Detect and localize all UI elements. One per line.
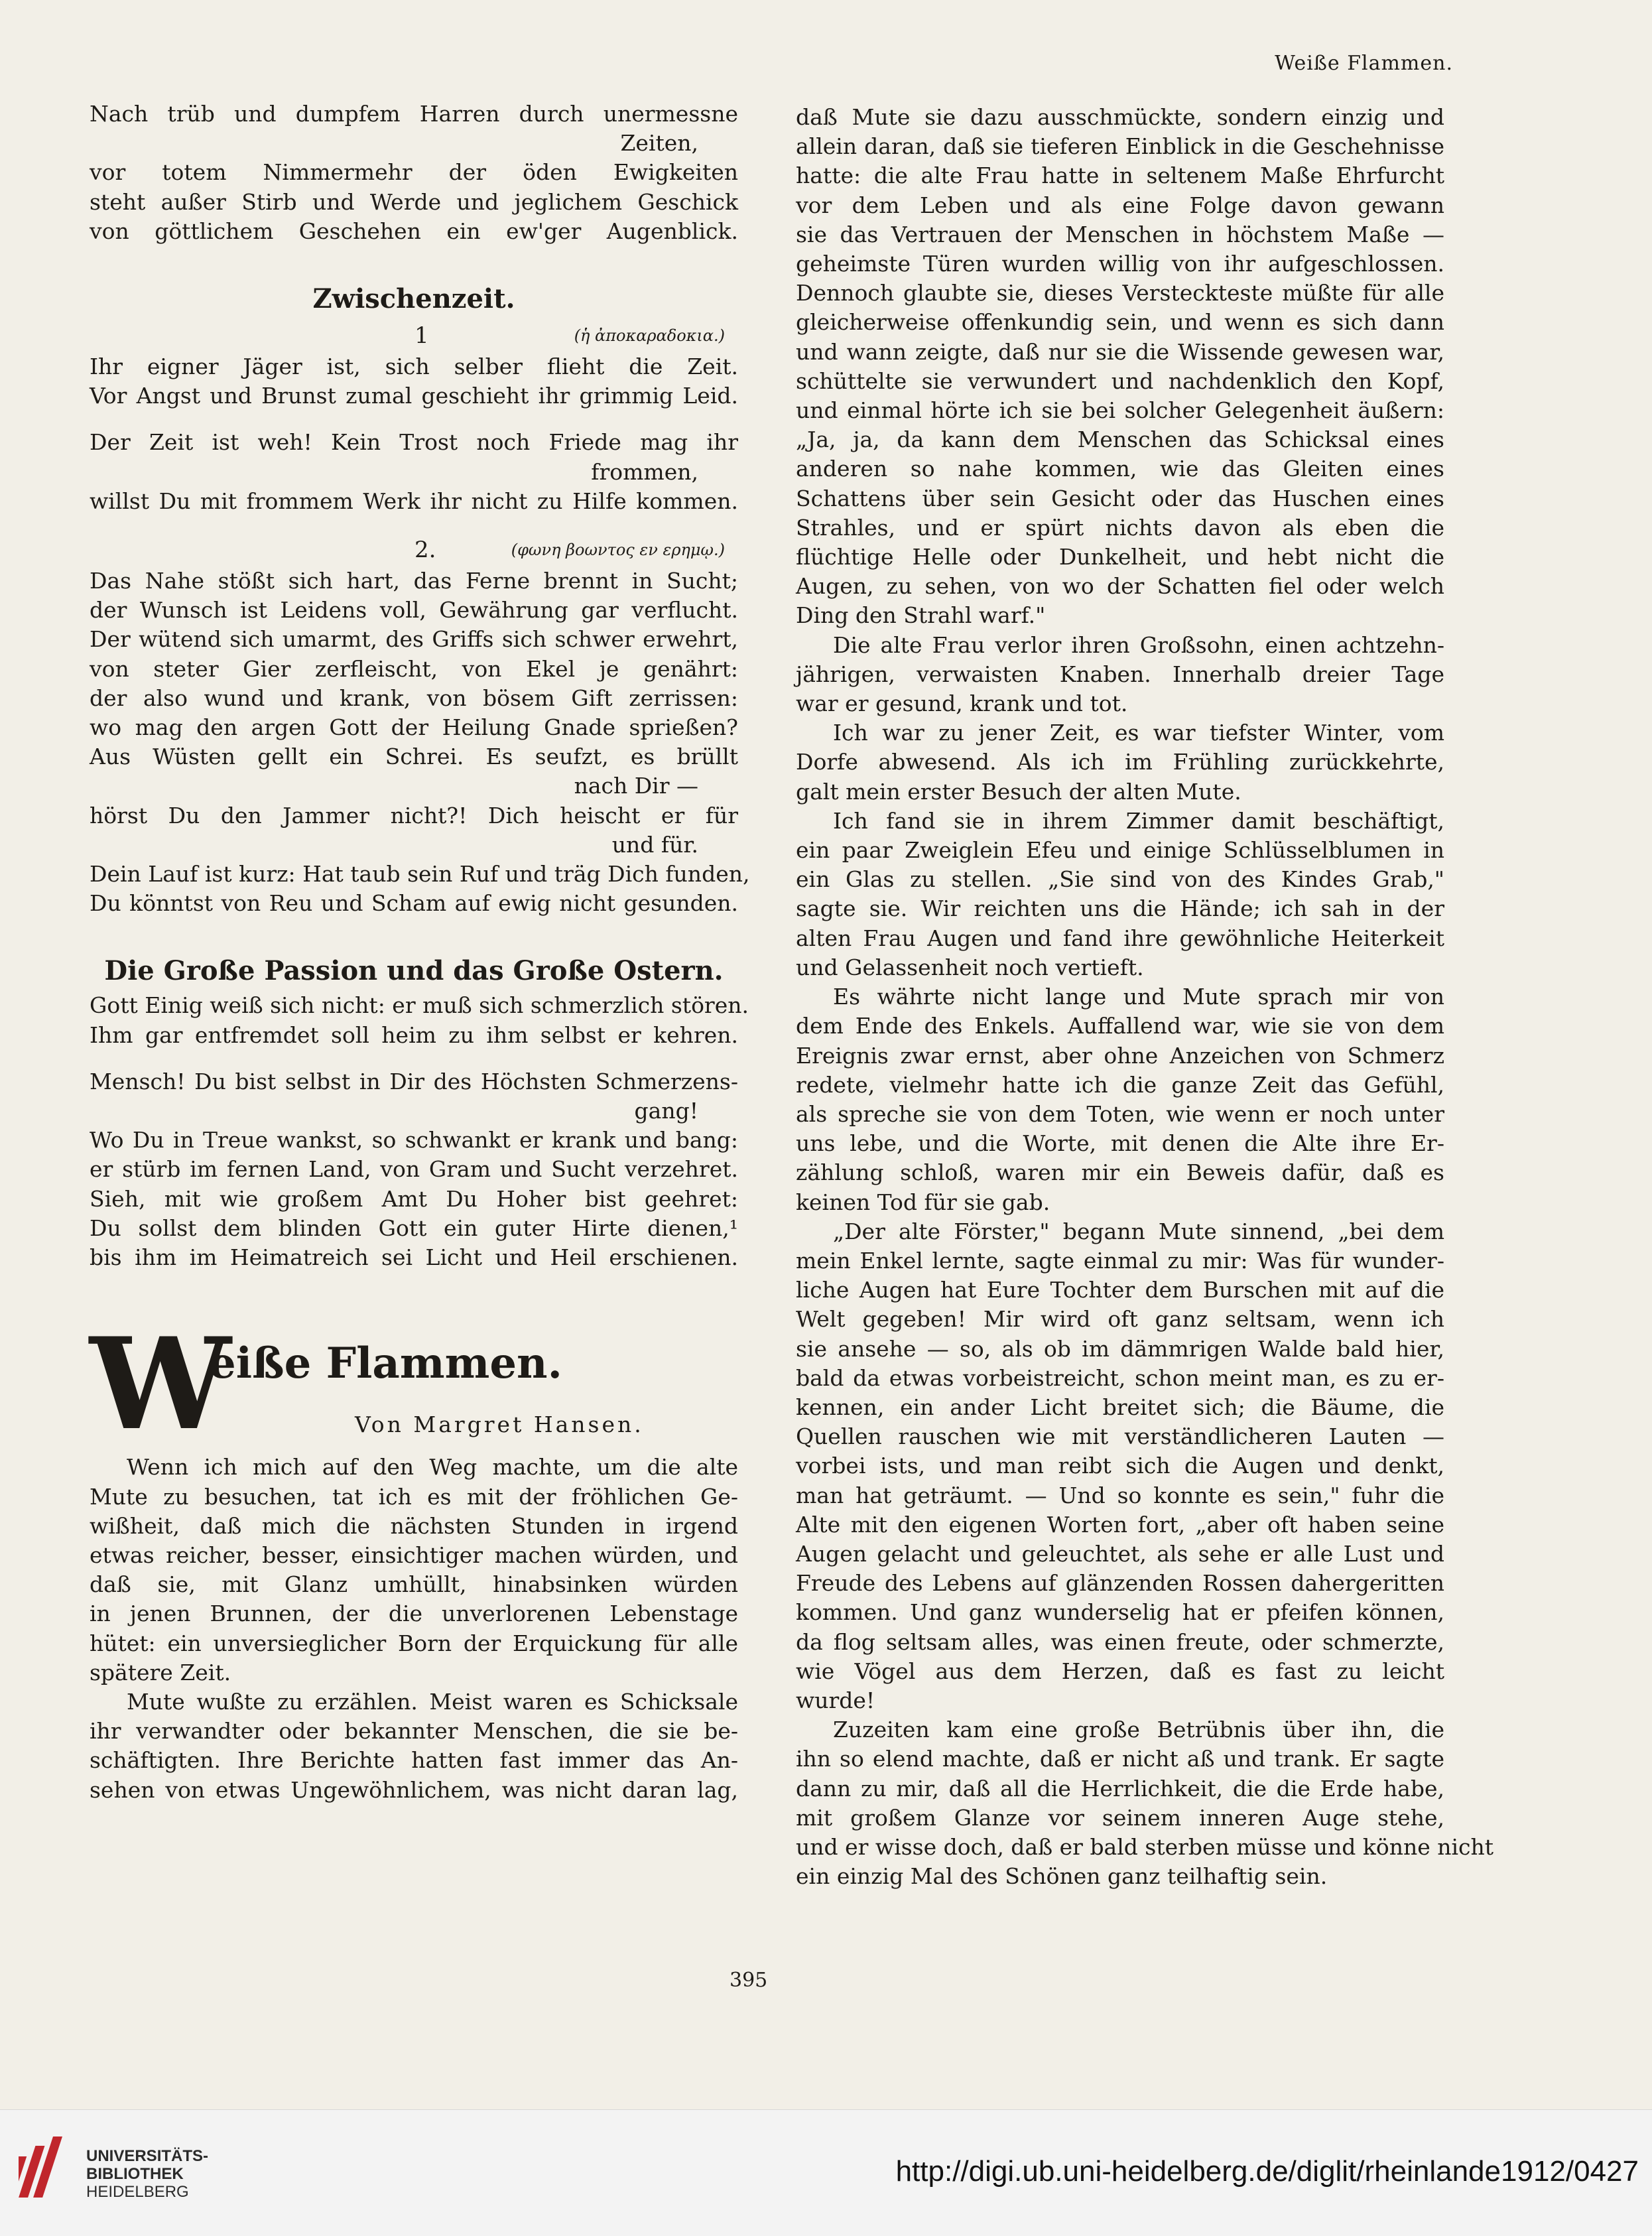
text-line: Ding den Strahl warf."	[796, 602, 1046, 629]
poem-line: hörst Du den Jammer nicht?! Dich heischt er für	[90, 802, 738, 828]
text-line: kommen. Und ganz wunderselig hat er pfeifen können,	[796, 1599, 1444, 1626]
part-2-header	[90, 533, 738, 566]
story-title-block	[90, 1310, 738, 1459]
poem-line: der also wund und krank, von bösem Gift zerrissen:	[90, 685, 738, 711]
text-line: da flog seltsam alles, was einen freute, oder schmerzte,	[796, 1628, 1444, 1655]
story-byline: Von Margret Hansen.	[355, 1412, 644, 1438]
paragraph-4	[796, 807, 1444, 982]
poem-line: willst Du mit frommem Werk ihr nicht zu Hilfe kommen.	[90, 488, 738, 514]
library-name-line: BIBLIOTHEK	[86, 2165, 184, 2183]
poem-line: Der Zeit ist weh! Kein Trost noch Friede mag ihr	[90, 429, 738, 456]
text-line: und er wisse doch, daß er bald sterben müsse und könne nicht	[796, 1833, 1494, 1860]
text-line: liche Augen hat Eure Tochter dem Burschen mit auf die	[796, 1277, 1444, 1303]
poem-line: gang!	[634, 1098, 698, 1124]
text-line: Quellen rauschen wie mit verständlicheren Lauten —	[796, 1423, 1444, 1450]
title-dropcap: W	[90, 1310, 231, 1459]
text-line: als spreche sie von dem Toten, wie wenn er noch unter	[796, 1100, 1444, 1127]
text-line: jährigen, verwaisten Knaben. Innerhalb dreier Tage	[796, 661, 1444, 687]
text-line: anderen so nahe kommen, wie das Gleiten eines	[796, 456, 1444, 482]
poem-line: der Wunsch ist Leidens voll, Gewährung gar verflucht.	[90, 597, 738, 624]
text-line: sie das Vertrauen der Menschen in höchstem Maße —	[796, 221, 1444, 247]
text-line: uns lebe, und die Worte, mit denen die Alte ihre Er-	[796, 1130, 1444, 1157]
text-line: Die alte Frau verlor ihren Großsohn, einen achtzehn-	[833, 631, 1444, 658]
text-line: dann zu mir, daß all die Herrlichkeit, die die Erde habe,	[796, 1775, 1444, 1802]
page-number: 395	[730, 1969, 768, 1992]
paragraph-3	[796, 718, 1444, 807]
text-line: spätere Zeit.	[90, 1659, 231, 1685]
text-line: sagte sie. Wir reichten uns die Hände; ich sah in der	[796, 895, 1444, 922]
poem-line: von steter Gier zerfleischt, von Ekel je genährt:	[90, 655, 738, 682]
text-line: sie ansehe — so, als ob im dämmrigen Walde bald hier,	[796, 1335, 1444, 1362]
library-footer	[0, 2109, 1652, 2236]
paragraph-7	[796, 1715, 1494, 1891]
poem-line: vor totem Nimmermehr der öden Ewigkeiten	[90, 159, 738, 186]
text-line: keinen Tod für sie gab.	[796, 1189, 1050, 1215]
poem-line: Nach trüb und dumpfem Harren durch unermessne	[90, 101, 738, 127]
story-paragraph-1	[90, 1453, 738, 1687]
text-line: Welt gegeben! Mir wird oft ganz seltsam, wenn ich	[796, 1306, 1444, 1333]
text-line: mein Enkel lernte, sagte einmal zu mir: Was für wunder-	[796, 1247, 1444, 1274]
poem-line: wo mag den argen Gott der Heilung Gnade sprießen?	[90, 714, 738, 741]
paragraph-1	[796, 103, 1444, 631]
text-line: geheimste Türen wurden willig von ihr aufgeschlossen.	[796, 251, 1444, 277]
text-line: und Gelassenheit noch vertieft.	[796, 954, 1144, 980]
text-line: man hat geträumt. — Und so konnte es sein," fuhr die	[796, 1482, 1444, 1508]
poem-line: Sieh, mit wie großem Amt Du Hoher bist geehret:	[90, 1185, 738, 1212]
text-line: Mute wußte zu erzählen. Meist waren es Schicksale	[127, 1688, 738, 1715]
text-line: wißheit, daß mich die nächsten Stunden in irgend	[90, 1512, 738, 1539]
poem-line: und für.	[611, 831, 698, 858]
text-line: schäftigten. Ihre Berichte hatten fast immer das An-	[90, 1747, 738, 1774]
poem-line: steht außer Stirb und Werde und jeglichem Geschick	[90, 188, 738, 215]
poem-line: Wo Du in Treue wankst, so schwankt er krank und bang:	[90, 1127, 738, 1153]
poem-intro	[90, 99, 738, 246]
poem-line: Vor Angst und Brunst zumal geschieht ihr grimmig Leid.	[90, 383, 738, 409]
text-line: bald da etwas vorbeistreicht, schon meint man, es zu er-	[796, 1364, 1444, 1391]
text-line: Zuzeiten kam eine große Betrübnis über ihn, die	[833, 1717, 1444, 1743]
part-1-header	[90, 319, 738, 352]
text-line: Wenn ich mich auf den Weg machte, um die alte	[127, 1454, 738, 1480]
text-line: Es währte nicht lange und Mute sprach mir von	[833, 984, 1444, 1010]
section-heading-passion: Die Große Passion und das Große Ostern.	[104, 955, 724, 987]
right-column	[796, 103, 1494, 1891]
text-line: Freude des Lebens auf glänzenden Rossen dahergeritten	[796, 1570, 1444, 1597]
poem-line: Ihr eigner Jäger ist, sich selber flieht die Zeit.	[90, 354, 738, 380]
text-line: Strahles, und er spürt nichts davon als eben die	[796, 514, 1444, 541]
library-name	[86, 2147, 208, 2201]
text-line: schüttelte sie verwundert und nachdenklich den Kopf,	[796, 367, 1444, 394]
epigraph: (ἡ ἀποκαραδοκια.)	[574, 326, 725, 346]
poem-line: Aus Wüsten gellt ein Schrei. Es seufzt, es brüllt	[90, 744, 738, 770]
text-line: ihn so elend machte, daß er nicht aß und trank. Er sagte	[796, 1746, 1444, 1772]
poem-line: Ihm gar entfremdet soll heim zu ihm selbst er kehren.	[90, 1021, 738, 1048]
text-line: gleicherweise offenkundig sein, und wenn es sich dann	[796, 309, 1444, 336]
poem-line: Der wütend sich umarmt, des Griffs sich schwer erwehrt,	[90, 626, 738, 653]
poem-line: Mensch! Du bist selbst in Dir des Höchsten Schmerzens-	[90, 1068, 738, 1094]
poem-line: nach Dir —	[574, 773, 698, 799]
text-line: „Ja, ja, da kann dem Menschen das Schicksal eines	[796, 427, 1444, 453]
text-line: Augen, zu sehen, von wo der Schatten fiel oder welch	[796, 573, 1444, 600]
story-paragraph-2	[90, 1687, 738, 1805]
text-line: Ich war zu jener Zeit, es war tiefster Winter, vom	[833, 720, 1444, 746]
text-line: sehen von etwas Ungewöhnlichem, was nicht daran lag,	[90, 1776, 738, 1803]
paragraph-6	[796, 1217, 1444, 1715]
text-line: in jenen Brunnen, der die unverlorenen Lebenstage	[90, 1601, 738, 1627]
text-line: Ich fand sie in ihrem Zimmer damit beschäftigt,	[833, 807, 1444, 834]
text-line: daß Mute sie dazu ausschmückte, sondern einzig und	[796, 104, 1444, 130]
epigraph: (φωνη βοωντος εν ερημῳ.)	[511, 541, 725, 560]
left-column	[90, 99, 750, 1805]
text-line: ein Glas zu stellen. „Sie sind von des Kindes Grab,"	[796, 866, 1444, 893]
poem-line: Zeiten,	[620, 130, 698, 157]
text-line: hütet: ein unversieglicher Born der Erquickung für alle	[90, 1630, 738, 1656]
text-line: wie Vögel aus dem Herzen, daß es fast zu leicht	[796, 1658, 1444, 1684]
text-line: war er gesund, krank und tot.	[796, 691, 1128, 717]
text-line: dem Ende des Enkels. Auffallend war, wie sie von dem	[796, 1013, 1444, 1039]
text-line: ihr verwandter oder bekannter Menschen, die sie be-	[90, 1718, 738, 1744]
poem-line: Du könntst von Reu und Scham auf ewig nicht gesunden.	[90, 890, 738, 917]
text-line: Dennoch glaubte sie, dieses Versteckteste müßte für alle	[796, 280, 1444, 306]
text-line: „Der alte Förster," begann Mute sinnend, „bei dem	[833, 1218, 1444, 1244]
library-name-line: UNIVERSITÄTS-	[86, 2147, 209, 2165]
text-line: wurde!	[796, 1687, 875, 1713]
poem-line: Du sollst dem blinden Gott ein guter Hirte dienen,¹	[90, 1215, 738, 1241]
text-line: etwas reicher, besser, einsichtiger machen würden, und	[90, 1542, 738, 1568]
text-line: Alte mit den eigenen Worten fort, „aber oft haben seine	[796, 1511, 1444, 1538]
text-line: Augen gelacht und geleuchtet, als sehe er alle Lust und	[796, 1540, 1444, 1567]
text-line: Schattens über sein Gesicht oder das Huschen eines	[796, 485, 1444, 511]
library-logo-icon	[19, 2137, 66, 2203]
text-line: ein paar Zweiglein Efeu und einige Schlüsselblumen in	[796, 837, 1444, 864]
text-line: kennen, ein ander Licht breitet sich; die Bäume, die	[796, 1394, 1444, 1420]
text-line: vorbei ists, und man reibt sich die Augen und denkt,	[796, 1453, 1444, 1479]
text-line: Dorfe abwesend. Als ich im Frühling zurückkehrte,	[796, 749, 1444, 775]
text-line: und einmal hörte ich sie bei solcher Gelegenheit äußern:	[796, 397, 1444, 424]
poem-line: Das Nahe stößt sich hart, das Ferne brennt in Sucht;	[90, 568, 738, 594]
text-line: hatte: die alte Frau hatte in seltenem Maße Ehrfurcht	[796, 163, 1444, 189]
text-line: mit großem Glanze vor seinem inneren Auge stehe,	[796, 1804, 1444, 1831]
paragraph-5	[796, 982, 1444, 1217]
section-heading-zwischenzeit: Zwischenzeit.	[312, 283, 515, 315]
text-line: galt mein erster Besuch der alten Mute.	[796, 778, 1241, 805]
poem-line: Dein Lauf ist kurz: Hat taub sein Ruf und träg Dich funden,	[90, 861, 750, 888]
part-number: 1	[414, 322, 429, 350]
text-line: und wann zeigte, daß nur sie die Wissende gewesen war,	[796, 338, 1444, 365]
running-head: Weiße Flammen.	[1275, 52, 1453, 75]
source-url-link[interactable]: http://digi.ub.uni-heidelberg.de/diglit/rheinlande1912/0427	[895, 2155, 1639, 2188]
text-line: daß sie, mit Glanz umhüllt, hinabsinken würden	[90, 1571, 738, 1598]
text-line: Ereignis zwar ernst, aber ohne Anzeichen von Schmerz	[796, 1042, 1444, 1069]
poem-line: von göttlichem Geschehen ein ew'ger Augenblick.	[90, 218, 738, 244]
text-line: redete, vielmehr hatte ich die ganze Zeit das Gefühl,	[796, 1071, 1444, 1098]
story-title: eiße Flammen.	[209, 1339, 562, 1389]
text-line: zählung schloß, waren mir ein Beweis dafür, daß es	[796, 1159, 1444, 1186]
text-line: alten Frau Augen und fand ihre gewöhnliche Heiterkeit	[796, 925, 1444, 951]
text-line: ein einzig Mal des Schönen ganz teilhaftig sein.	[796, 1863, 1328, 1890]
poem-line: Gott Einig weiß sich nicht: er muß sich schmerzlich stören.	[90, 992, 749, 1019]
part-number: 2.	[414, 537, 436, 564]
paragraph-2	[796, 631, 1444, 719]
poem-line: er stürb im fernen Land, von Gram und Sucht verzehret.	[90, 1156, 738, 1183]
text-line: Mute zu besuchen, tat ich es mit der fröhlichen Ge-	[90, 1483, 738, 1510]
text-line: flüchtige Helle oder Dunkelheit, und hebt nicht die	[796, 544, 1444, 570]
poem-line: frommen,	[591, 458, 698, 485]
text-line: vor dem Leben und als eine Folge davon gewann	[796, 192, 1444, 218]
library-name-line: HEIDELBERG	[86, 2183, 189, 2201]
text-line: allein daran, daß sie tieferen Einblick in die Geschehnisse	[796, 133, 1444, 160]
poem-line: bis ihm im Heimatreich sei Licht und Heil erschienen.	[90, 1244, 738, 1271]
